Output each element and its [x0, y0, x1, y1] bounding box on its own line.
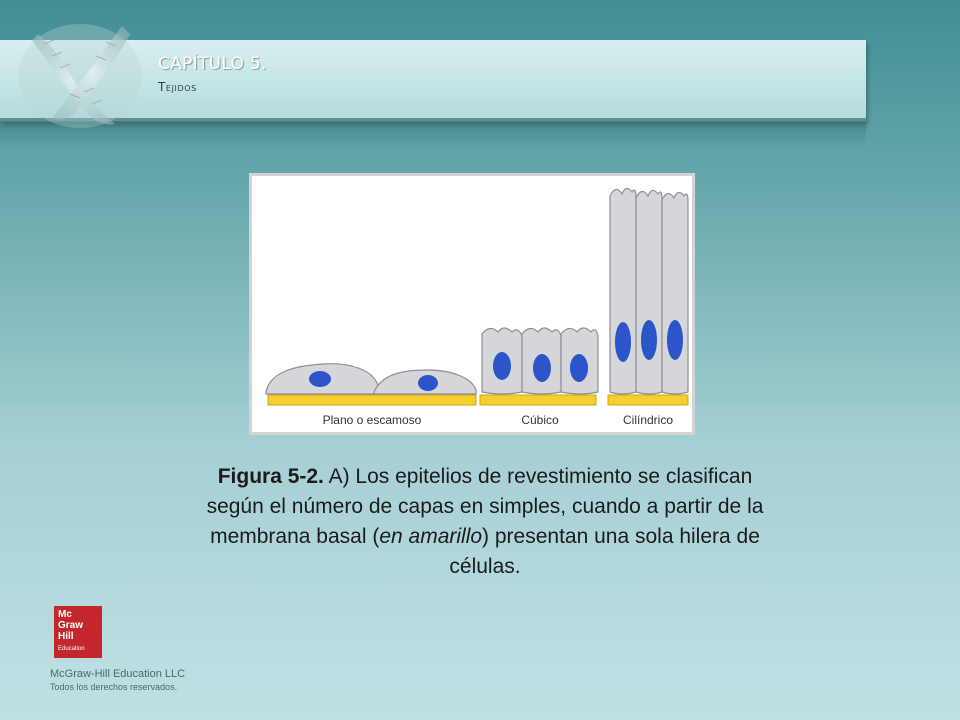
epithelium-diagram: [252, 176, 692, 432]
rights-notice: Todos los derechos reservados.: [50, 682, 178, 692]
nucleus: [418, 375, 438, 391]
basal-membrane-columnar: [608, 395, 688, 405]
nucleus: [533, 354, 551, 382]
logo-line: Graw: [58, 620, 84, 631]
caption-emphasis: en amarillo: [379, 525, 483, 548]
figure-caption: [190, 462, 780, 582]
chapter-subtitle: Tejidos: [158, 80, 197, 94]
label-columnar: Cilíndrico: [622, 413, 674, 427]
nucleus: [641, 320, 657, 360]
company-name: McGraw-Hill Education LLC: [50, 668, 186, 680]
columnar-cell-2: [636, 190, 662, 394]
nucleus: [309, 371, 331, 387]
chromosome-icon: [10, 14, 150, 134]
logo-line: Hill: [58, 631, 74, 642]
label-flat: Plano o escamoso: [322, 413, 422, 427]
logo-line: Mc: [58, 609, 72, 620]
figure-frame: [249, 173, 695, 435]
columnar-cell-3: [662, 192, 688, 394]
nucleus: [493, 352, 511, 380]
label-cubic: Cúbico: [521, 413, 559, 427]
nucleus: [667, 320, 683, 360]
figure-number: Figura 5-2.: [217, 465, 324, 488]
chapter-title: CAPÍTULO 5.: [158, 54, 267, 74]
columnar-cell-1: [610, 188, 636, 394]
mcgraw-hill-logo: [54, 606, 102, 658]
logo-sub: Education: [58, 646, 85, 652]
caption-text-1: A) Los epitelios de revestimiento se clasifican según el número de capas en simples, cuando a partir de la membrana basal (: [206, 465, 764, 548]
caption-text-2: ) presentan una sola hilera de células.: [449, 525, 760, 578]
nucleus: [615, 322, 631, 362]
nucleus: [570, 354, 588, 382]
basal-membrane-cubic: [480, 395, 596, 405]
basal-membrane-flat: [268, 395, 476, 405]
